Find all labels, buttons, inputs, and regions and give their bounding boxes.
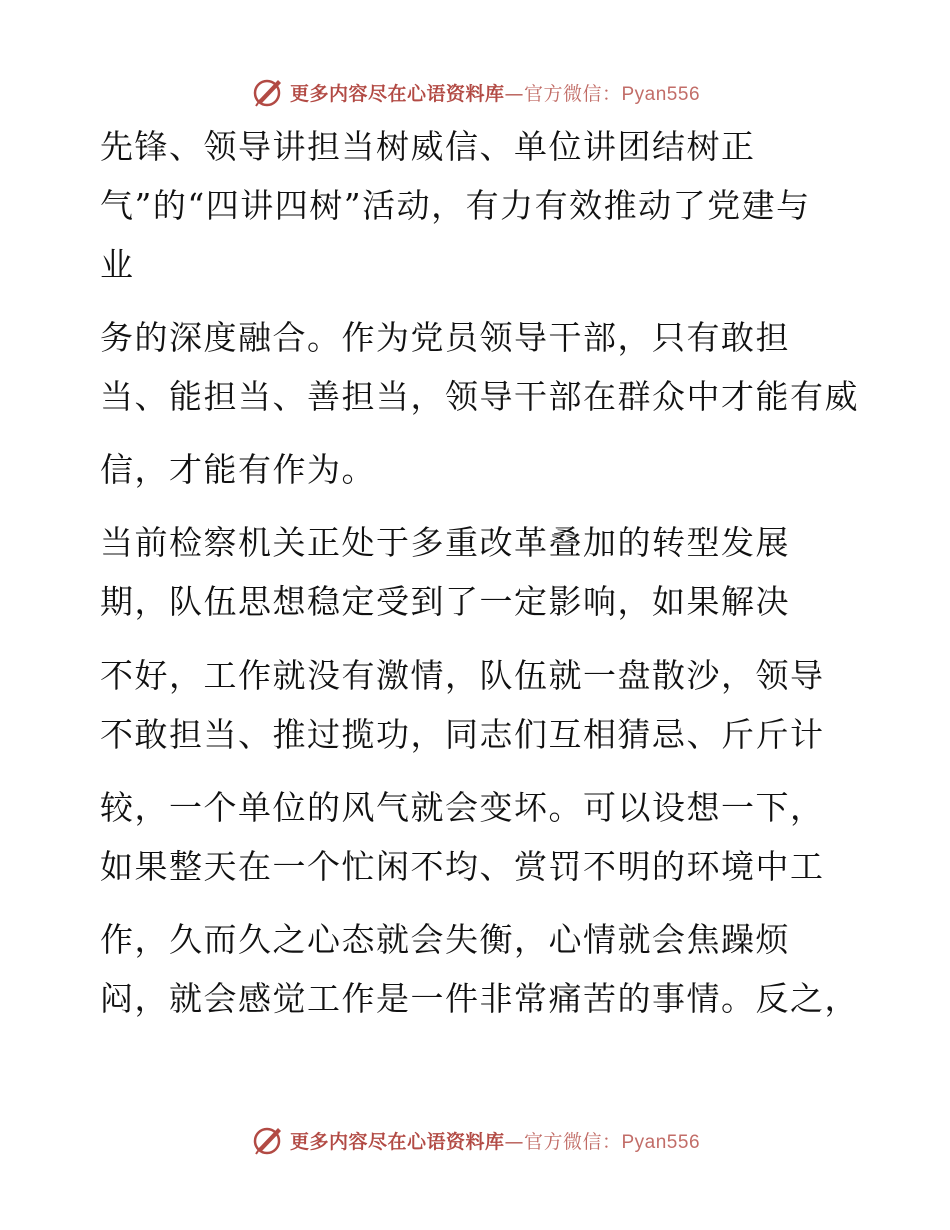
header-main-text: 更多内容尽在心语资料库 [289,82,505,105]
header-wechat-id: Pyan556 [621,83,701,105]
body-line: 期，队伍思想稳定受到了一定影响，如果解决 [100,582,790,621]
header-wechat-label: 官方微信： [523,82,622,105]
body-line: 较，一个单位的风气就会变坏。可以设想一下， [100,788,825,827]
footer-banner [0,1120,950,1160]
body-line: 务的深度融合。作为党员领导干部，只有敢担 [100,318,790,357]
body-line: 业 [100,245,135,284]
quill-logo-icon [250,1122,286,1158]
body-line: 当前检察机关正处于多重改革叠加的转型发展 [100,523,790,562]
footer-dash: — [504,1130,524,1153]
footer-wechat-label: 官方微信： [523,1130,622,1153]
body-line: 不好，工作就没有激情，队伍就一盘散沙，领导 [100,656,825,695]
body-line: 先锋、领导讲担当树威信、单位讲团结树正 [100,127,756,166]
header-dash: — [504,82,524,105]
quill-logo-icon [250,74,286,110]
body-line: 如果整天在一个忙闲不均、赏罚不明的环境中工 [100,847,825,886]
body-line: 不敢担当、推过揽功，同志们互相猜忌、斤斤计 [100,715,825,754]
footer-wechat-id: Pyan556 [621,1131,701,1153]
header-text [290,79,700,106]
body-line: 气”的“四讲四树”活动，有力有效推动了党建与 [100,186,811,225]
footer-text [290,1127,700,1154]
body-line: 当、能担当、善担当，领导干部在群众中才能有威 [100,377,859,416]
body-line: 信，才能有作为。 [100,450,376,489]
header-banner [0,72,950,112]
footer-main-text: 更多内容尽在心语资料库 [289,1130,505,1153]
body-line: 闷，就会感觉工作是一件非常痛苦的事情。反之， [100,979,859,1018]
body-line: 作，久而久之心态就会失衡，心情就会焦躁烦 [100,920,790,959]
